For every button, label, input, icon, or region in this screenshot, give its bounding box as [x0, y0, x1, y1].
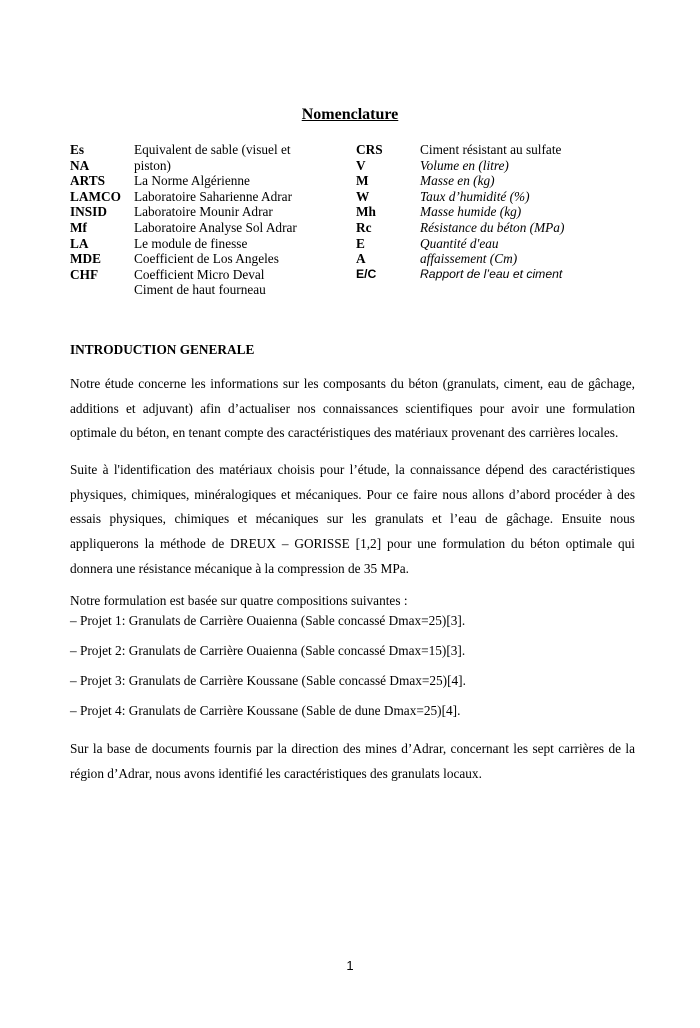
paragraph: Suite à l'identification des matériaux choisis pour l’étude, la connaissance dépend des caractéristiques physiques, chimiques, minéralogiques et mécaniques. Pour ce faire nous allons d’abord procéder à des essais physiques, chimiques et mécaniques sur les granulats et l’eau de gâchage. Ensuite nous appliquerons la méthode de DREUX – GORISSE [1,2] pour une formulation du béton optimale qui donnera une résistance mécanique à la compression de 35 MPa. — [70, 462, 635, 576]
nomenclature-abbr: CHF — [70, 266, 99, 282]
nomenclature-row — [70, 267, 314, 283]
project-list — [70, 612, 466, 732]
nomenclature-row — [70, 282, 314, 298]
nomenclature-row — [70, 173, 314, 189]
nomenclature-def: Le module de finesse — [134, 235, 248, 251]
nomenclature-def: Masse en (kg) — [420, 173, 495, 189]
nomenclature-row — [70, 220, 314, 236]
nomenclature-def: Laboratoire Mounir Adrar — [134, 204, 273, 220]
nomenclature-abbr: NA — [70, 157, 90, 173]
nomenclature-abbr: M — [356, 173, 369, 189]
nomenclature-row — [356, 236, 564, 252]
nomenclature-abbr: LAMCO — [70, 188, 121, 204]
list-item: – Projet 4: Granulats de Carrière Koussane (Sable de dune Dmax=25)[4]. — [70, 703, 461, 718]
nomenclature-row — [356, 220, 564, 236]
nomenclature-def: Rapport de l’eau et ciment — [420, 266, 563, 281]
page-title: Nomenclature — [301, 106, 399, 123]
nomenclature-left-column — [70, 142, 314, 298]
page-number: 1 — [346, 958, 354, 973]
nomenclature-row — [70, 158, 314, 174]
nomenclature-abbr: ARTS — [70, 173, 106, 189]
list-item: – Projet 1: Granulats de Carrière Ouaienna (Sable concassé Dmax=25)[3]. — [70, 613, 466, 628]
nomenclature-def: Coefficient Micro Deval — [134, 266, 265, 282]
paragraph: Sur la base de documents fournis par la direction des mines d’Adrar, concernant les sept carrières de la région d’Adrar, nous avons identifié les caractéristiques des granulats locaux. — [70, 741, 635, 781]
nomenclature-row — [356, 251, 564, 267]
nomenclature-def: Taux d’humidité (%) — [420, 188, 530, 204]
list-item: – Projet 3: Granulats de Carrière Koussane (Sable concassé Dmax=25)[4]. — [70, 673, 466, 688]
nomenclature-abbr: Es — [70, 142, 85, 157]
nomenclature-abbr: Mf — [70, 219, 87, 235]
nomenclature-def: Laboratoire Saharienne Adrar — [134, 188, 293, 204]
nomenclature-def: Volume en (litre) — [420, 157, 509, 173]
nomenclature-def: affaissement (Cm) — [420, 251, 518, 267]
nomenclature-row — [70, 204, 314, 220]
nomenclature-row — [70, 236, 314, 252]
nomenclature-abbr: Rc — [356, 219, 372, 235]
nomenclature-abbr — [70, 282, 134, 298]
nomenclature-abbr: MDE — [70, 251, 102, 267]
nomenclature-def: Quantité d'eau — [420, 235, 499, 251]
paragraph: Notre formulation est basée sur quatre compositions suivantes : — [70, 593, 408, 608]
list-item: – Projet 2: Granulats de Carrière Ouaienna (Sable concassé Dmax=15)[3]. — [70, 643, 466, 658]
nomenclature-def: Masse humide (kg) — [420, 204, 522, 220]
nomenclature-row — [70, 189, 314, 205]
nomenclature-def: La Norme Algérienne — [134, 173, 250, 189]
nomenclature-abbr: CRS — [356, 142, 383, 157]
nomenclature-right-column — [356, 142, 564, 282]
nomenclature-row — [70, 251, 314, 267]
nomenclature-def: Ciment résistant au sulfate — [420, 142, 562, 157]
nomenclature-def: Ciment de haut fourneau — [134, 282, 266, 298]
nomenclature-row — [356, 267, 564, 283]
nomenclature-def: Résistance du béton (MPa) — [420, 219, 565, 235]
nomenclature-def: Equivalent de sable (visuel et piston) — [134, 142, 291, 173]
nomenclature-abbr: Mh — [356, 204, 376, 220]
nomenclature-row — [356, 142, 564, 158]
nomenclature-abbr: E/C — [356, 266, 377, 281]
nomenclature-def: Coefficient de Los Angeles — [134, 251, 279, 267]
nomenclature-abbr: W — [356, 188, 370, 204]
nomenclature-row — [356, 189, 564, 205]
nomenclature-row — [356, 158, 564, 174]
nomenclature-abbr: V — [356, 157, 366, 173]
nomenclature-abbr: A — [356, 251, 366, 267]
nomenclature-row — [356, 173, 564, 189]
paragraph: Notre étude concerne les informations sur les composants du béton (granulats, ciment, eau de gâchage, additions et adjuvant) afin d’actualiser nos connaissances scientifiques pour avoir une formulation optimale du béton, en tenant compte des caractéristiques des matériaux provenant des carrières locales. — [70, 376, 635, 441]
section-heading: INTRODUCTION GENERALE — [70, 342, 255, 357]
nomenclature-row — [356, 204, 564, 220]
nomenclature-def: Laboratoire Analyse Sol Adrar — [134, 219, 297, 235]
nomenclature-abbr: E — [356, 235, 365, 251]
nomenclature-abbr: LA — [70, 235, 89, 251]
nomenclature-abbr: INSID — [70, 204, 107, 220]
nomenclature-def — [134, 158, 314, 174]
